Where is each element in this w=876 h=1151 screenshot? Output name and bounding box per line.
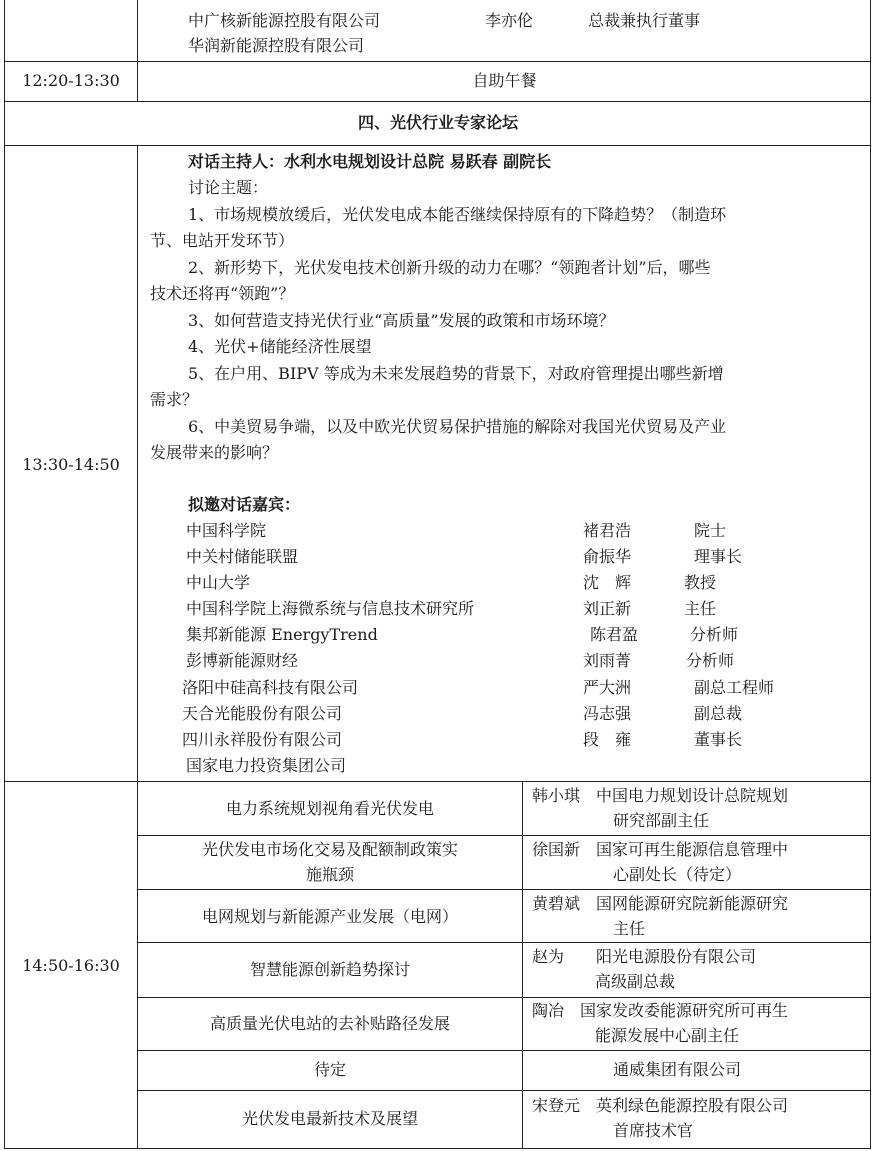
guest-title: 副总工程师: [694, 678, 775, 697]
topic-line: 3、如何营造支持光伏行业“高质量”发展的政策和市场环境？: [188, 311, 615, 330]
guest-name: 刘雨菁: [583, 651, 632, 670]
guest-name: 陈君盈: [590, 625, 639, 644]
talk-topic: 智慧能源创新趋势探讨: [249, 960, 410, 979]
guest-name: 俞振华: [583, 547, 632, 566]
talk-topic: 待定: [313, 1060, 346, 1079]
topic-line: 5、在户用、BIPV 等成为未来发展趋势的背景下，对政府管理提出哪些新增: [188, 364, 724, 383]
host-label: 对话主持人：水利水电规划设计总院 易跃春 副院长: [188, 152, 552, 171]
guest-title: 董事长: [694, 730, 743, 749]
column-divider: [522, 781, 523, 1149]
talk-speaker: 通威集团有限公司: [613, 1060, 742, 1079]
talk-speaker: 徐国新 国家可再生能源信息管理中: [532, 840, 789, 859]
row-divider: [4, 781, 871, 782]
row-divider: [137, 889, 871, 890]
talk-speaker: 主任: [613, 919, 646, 938]
guest-org: 中国科学院: [186, 521, 267, 540]
guest-title: 分析师: [690, 625, 739, 644]
guest-name: 严大洲: [583, 678, 632, 697]
talk-topic: 高质量光伏电站的去补贴路径发展: [209, 1014, 450, 1033]
guest-title: 教授: [684, 573, 717, 592]
dialogue-time: 13:30-14:50: [22, 455, 120, 474]
talks-time: 14:50-16:30: [22, 956, 120, 975]
guest-title: 院士: [694, 521, 727, 540]
topics-label: 讨论主题：: [188, 178, 269, 197]
guest-name: 段 雍: [583, 730, 632, 749]
row-divider: [4, 145, 871, 146]
guest-name: 冯志强: [583, 704, 632, 723]
talk-speaker: 高级副总裁: [595, 972, 676, 991]
row-divider: [137, 942, 871, 943]
topic-line: 发展带来的影响？: [150, 443, 279, 462]
guest-org: 国家电力投资集团公司: [186, 756, 347, 775]
guest-name: 沈 辉: [583, 573, 632, 592]
row-divider: [137, 997, 871, 998]
top-name-1: 李亦伦: [485, 11, 534, 30]
talk-speaker: 宋登元 英利绿色能源控股有限公司: [532, 1096, 789, 1115]
guest-title: 分析师: [686, 651, 735, 670]
lunch-label: 自助午餐: [472, 71, 537, 90]
guest-title: 理事长: [694, 547, 743, 566]
guest-org: 洛阳中硅高科技有限公司: [182, 678, 359, 697]
row-divider: [4, 101, 871, 102]
topic-line: 节、电站开发环节）: [150, 231, 295, 250]
guest-org: 集邦新能源 EnergyTrend: [186, 625, 378, 644]
guest-org: 彭博新能源财经: [186, 651, 299, 670]
talk-topic: 电网规划与新能源产业发展（电网）: [201, 907, 458, 926]
guest-org: 四川永祥股份有限公司: [182, 730, 343, 749]
topic-line: 2、新形势下，光伏发电技术创新升级的动力在哪？“领跑者计划”后，哪些: [188, 258, 711, 277]
topic-line: 6、中美贸易争端，以及中欧光伏贸易保护措施的解除对我国光伏贸易及产业: [188, 417, 727, 436]
column-divider: [137, 145, 138, 1149]
forum-title: 四、光伏行业专家论坛: [357, 113, 518, 132]
row-divider: [137, 1090, 871, 1091]
talk-topic: 光伏发电最新技术及展望: [241, 1109, 418, 1128]
guest-org: 中国科学院上海微系统与信息技术研究所: [186, 599, 475, 618]
talk-speaker: 研究部副主任: [613, 811, 710, 830]
guest-name: 褚君浩: [583, 521, 632, 540]
guest-name: 刘正新: [583, 599, 632, 618]
guest-title: 副总裁: [694, 704, 743, 723]
guest-org: 中关村储能联盟: [186, 547, 299, 566]
topic-line: 4、光伏+储能经济性展望: [188, 337, 372, 356]
row-divider: [4, 61, 871, 62]
talk-topic: 光伏发电市场化交易及配额制政策实: [201, 840, 458, 859]
topic-line: 需求？: [150, 390, 199, 409]
topic-line: 1、市场规模放缓后，光伏发电成本能否继续保持原有的下降趋势？（制造环: [188, 205, 727, 224]
guests-label: 拟邀对话嘉宾：: [188, 495, 301, 514]
guest-org: 中山大学: [186, 573, 251, 592]
top-org-2: 华润新能源控股有限公司: [188, 36, 365, 55]
guest-title: 主任: [684, 599, 717, 618]
talk-speaker: 韩小琪 中国电力规划设计总院规划: [532, 786, 789, 805]
row-divider: [137, 835, 871, 836]
lunch-time: 12:20-13:30: [22, 71, 120, 90]
guest-org: 天合光能股份有限公司: [182, 704, 343, 723]
talk-speaker: 心副处长（待定）: [613, 865, 742, 884]
top-org-1: 中广核新能源控股有限公司: [188, 11, 381, 30]
topic-line: 技术还将再“领跑”？: [150, 284, 295, 303]
talk-speaker: 黄碧斌 国网能源研究院新能源研究: [532, 894, 789, 913]
talk-topic: 施瓶颈: [305, 865, 354, 884]
row-divider: [137, 1050, 871, 1051]
top-title-1: 总裁兼执行董事: [588, 11, 701, 30]
talk-speaker: 首席技术官: [613, 1121, 694, 1140]
talk-speaker: 能源发展中心副主任: [595, 1026, 740, 1045]
talk-speaker: 陶冶 国家发改委能源研究所可再生: [532, 1001, 789, 1020]
talk-topic: 电力系统规划视角看光伏发电: [225, 799, 434, 818]
talk-speaker: 赵为 阳光电源股份有限公司: [532, 947, 757, 966]
